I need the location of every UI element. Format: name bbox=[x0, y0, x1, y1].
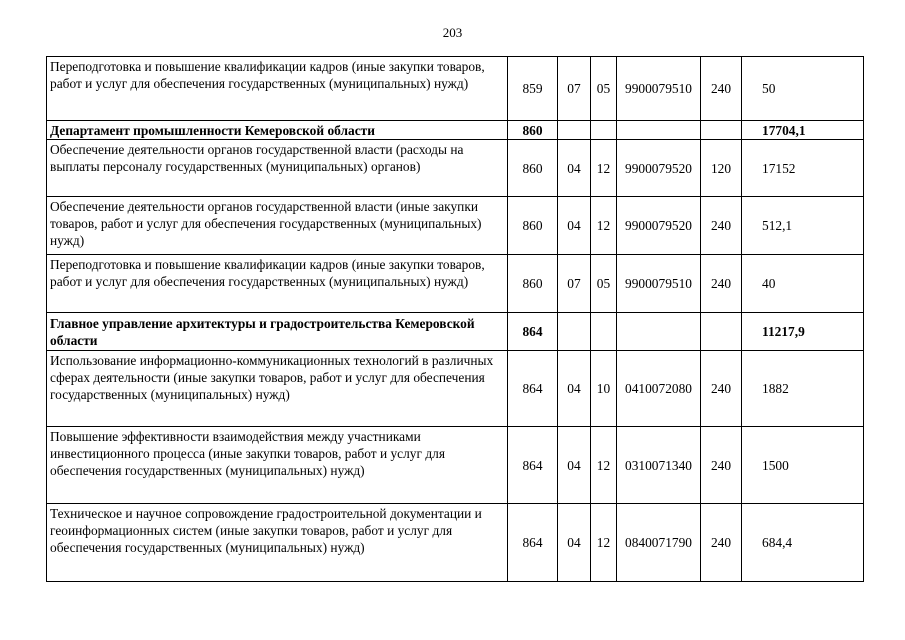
subsection-code: 12 bbox=[591, 427, 617, 504]
subsection-code: 10 bbox=[591, 351, 617, 427]
subsection-code: 05 bbox=[591, 255, 617, 313]
row-description: Обеспечение деятельности органов государственной власти (иные закупки товаров, работ и услуг для обеспечения государственных (муниципальных) нужд) bbox=[47, 197, 508, 255]
section-code: 07 bbox=[558, 57, 591, 121]
row-description: Обеспечение деятельности органов государственной власти (расходы на выплаты персоналу государственных (муниципальных) органов) bbox=[47, 140, 508, 197]
expense-type-code bbox=[701, 313, 742, 351]
section-code: 04 bbox=[558, 427, 591, 504]
expense-type-code: 240 bbox=[701, 427, 742, 504]
section-code: 07 bbox=[558, 255, 591, 313]
expense-type-code: 120 bbox=[701, 140, 742, 197]
amount: 11217,9 bbox=[742, 313, 864, 351]
expense-type-code: 240 bbox=[701, 255, 742, 313]
expense-type-code: 240 bbox=[701, 57, 742, 121]
row-description: Переподготовка и повышение квалификации кадров (иные закупки товаров, работ и услуг для обеспечения государственных (муниципальных) нужд) bbox=[47, 57, 508, 121]
subsection-code: 12 bbox=[591, 504, 617, 582]
table-row bbox=[47, 351, 864, 427]
table-row bbox=[47, 313, 864, 351]
table-row bbox=[47, 57, 864, 121]
table-row bbox=[47, 121, 864, 140]
table-row bbox=[47, 255, 864, 313]
target-article-code: 9900079510 bbox=[617, 255, 701, 313]
table-row bbox=[47, 197, 864, 255]
amount: 1500 bbox=[742, 427, 864, 504]
row-description: Главное управление архитектуры и градостроительства Кемеровской области bbox=[47, 313, 508, 351]
amount: 1882 bbox=[742, 351, 864, 427]
row-description: Использование информационно-коммуникационных технологий в различных сферах деятельности (иные закупки товаров, работ и услуг для обеспечения государственных (муниципальных) нужд) bbox=[47, 351, 508, 427]
department-code: 864 bbox=[508, 427, 558, 504]
department-code: 859 bbox=[508, 57, 558, 121]
department-code: 860 bbox=[508, 140, 558, 197]
section-code: 04 bbox=[558, 197, 591, 255]
section-code bbox=[558, 121, 591, 140]
table-row bbox=[47, 504, 864, 582]
target-article-code bbox=[617, 313, 701, 351]
department-code: 864 bbox=[508, 313, 558, 351]
subsection-code bbox=[591, 121, 617, 140]
expense-type-code: 240 bbox=[701, 504, 742, 582]
amount: 17704,1 bbox=[742, 121, 864, 140]
expense-type-code: 240 bbox=[701, 351, 742, 427]
department-code: 860 bbox=[508, 255, 558, 313]
subsection-code: 12 bbox=[591, 140, 617, 197]
amount: 17152 bbox=[742, 140, 864, 197]
row-description: Департамент промышленности Кемеровской области bbox=[47, 121, 508, 140]
target-article-code bbox=[617, 121, 701, 140]
row-description: Повышение эффективности взаимодействия между участниками инвестиционного процесса (иные закупки товаров, работ и услуг для обеспечения государственных (муниципальных) нужд) bbox=[47, 427, 508, 504]
row-description: Техническое и научное сопровождение градостроительной документации и геоинформационных систем (иные закупки товаров, работ и услуг для обеспечения государственных (муниципальных) нужд) bbox=[47, 504, 508, 582]
target-article-code: 0410072080 bbox=[617, 351, 701, 427]
target-article-code: 9900079510 bbox=[617, 57, 701, 121]
expense-type-code: 240 bbox=[701, 197, 742, 255]
department-code: 860 bbox=[508, 121, 558, 140]
amount: 40 bbox=[742, 255, 864, 313]
department-code: 864 bbox=[508, 351, 558, 427]
section-code: 04 bbox=[558, 140, 591, 197]
section-code bbox=[558, 313, 591, 351]
target-article-code: 0310071340 bbox=[617, 427, 701, 504]
department-code: 860 bbox=[508, 197, 558, 255]
amount: 50 bbox=[742, 57, 864, 121]
row-description: Переподготовка и повышение квалификации кадров (иные закупки товаров, работ и услуг для обеспечения государственных (муниципальных) нужд) bbox=[47, 255, 508, 313]
page-number: 203 bbox=[442, 25, 463, 40]
subsection-code: 12 bbox=[591, 197, 617, 255]
target-article-code: 9900079520 bbox=[617, 140, 701, 197]
department-code: 864 bbox=[508, 504, 558, 582]
target-article-code: 9900079520 bbox=[617, 197, 701, 255]
table-row bbox=[47, 427, 864, 504]
amount: 512,1 bbox=[742, 197, 864, 255]
amount: 684,4 bbox=[742, 504, 864, 582]
section-code: 04 bbox=[558, 351, 591, 427]
expense-type-code bbox=[701, 121, 742, 140]
target-article-code: 0840071790 bbox=[617, 504, 701, 582]
table-row bbox=[47, 140, 864, 197]
budget-table bbox=[46, 56, 864, 582]
subsection-code: 05 bbox=[591, 57, 617, 121]
section-code: 04 bbox=[558, 504, 591, 582]
subsection-code bbox=[591, 313, 617, 351]
